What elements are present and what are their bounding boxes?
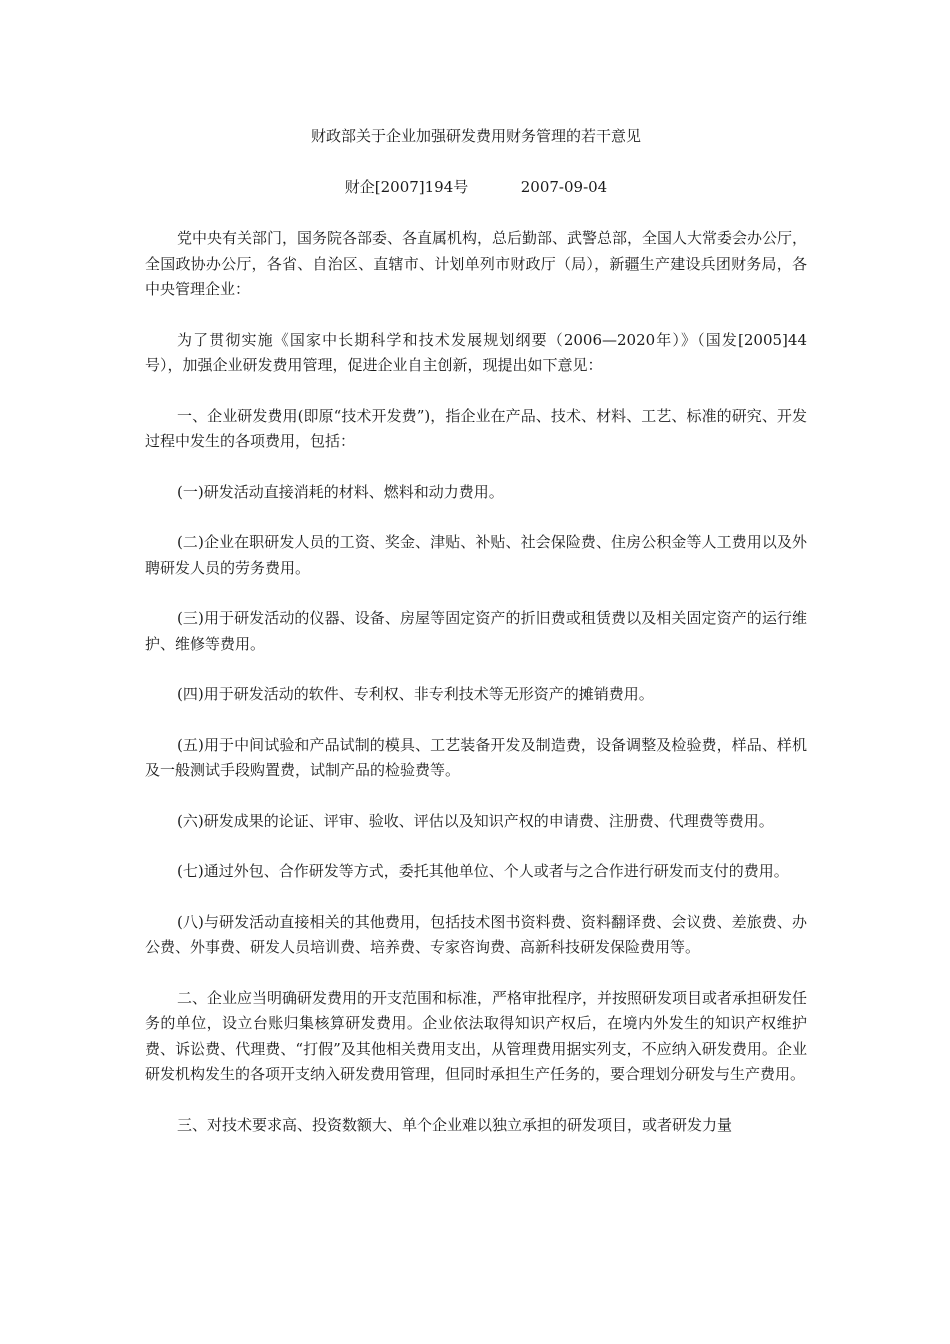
item-1-paragraph: (一)研发活动直接消耗的材料、燃料和动力费用。 [177,482,504,501]
item-2-paragraph: (二)企业在职研发人员的工资、奖金、津贴、补贴、社会保险费、住房公积金等人工费用以及外聘研发人员的劳务费用。 [145,533,807,577]
section-1-paragraph: 一、企业研发费用(即原“技术开发费”)，指企业在产品、技术、材料、工艺、标准的研究、开发过程中发生的各项费用，包括： [145,406,807,450]
section-3-paragraph: 三、对技术要求高、投资数额大、单个企业难以独立承担的研发项目，或者研发力量 [177,1115,733,1134]
item-6-paragraph: (六)研发成果的论证、评审、验收、评估以及知识产权的申请费、注册费、代理费等费用。 [177,811,774,830]
document-date: 2007-09-04 [520,178,608,196]
addressee-paragraph: 党中央有关部门，国务院各部委、各直属机构，总后勤部、武警总部，全国人大常委会办公厅，全国政协办公厅，各省、自治区、直辖市、计划单列市财政厅（局），新疆生产建设兵团财务局，各中央管理企业： [145,229,808,298]
item-8-paragraph: (八)与研发活动直接相关的其他费用，包括技术图书资料费、资料翻译费、会议费、差旅费、办公费、外事费、研发人员培训费、培养费、专家咨询费、高新科技研发保险费用等。 [145,912,807,956]
section-2-paragraph: 二、企业应当明确研发费用的开支范围和标准，严格审批程序，并按照研发项目或者承担研发任务的单位，设立台账归集核算研发费用。企业依法取得知识产权后，在境内外发生的知识产权维护费、诉讼费、代理费、“打假”及其他相关费用支出，从管理费用据实列支，不应纳入研发费用。企业研发机构发生的各项开支纳入研发费用管理，但同时承担生产任务的，要合理划分研发与生产费用。 [145,988,808,1083]
item-5-paragraph: (五)用于中间试验和产品试制的模具、工艺装备开发及制造费，设备调整及检验费，样品、样机及一般测试手段购置费，试制产品的检验费等。 [145,735,807,779]
document-page [145,124,807,1163]
document-number: 财企[2007]194号 [344,178,469,196]
document-meta [145,175,807,199]
item-4-paragraph: (四)用于研发活动的软件、专利权、非专利技术等无形资产的摊销费用。 [177,685,654,703]
item-7-paragraph: (七)通过外包、合作研发等方式，委托其他单位、个人或者与之合作进行研发而支付的费用。 [177,862,789,880]
document-title: 财政部关于企业加强研发费用财务管理的若干意见 [310,127,641,145]
item-3-paragraph: (三)用于研发活动的仪器、设备、房屋等固定资产的折旧费或租赁费以及相关固定资产的运行维护、维修等费用。 [145,609,807,653]
intro-paragraph: 为了贯彻实施《国家中长期科学和技术发展规划纲要（2006—2020年）》（国发[2005]44号），加强企业研发费用管理，促进企业自主创新，现提出如下意见： [145,330,807,374]
